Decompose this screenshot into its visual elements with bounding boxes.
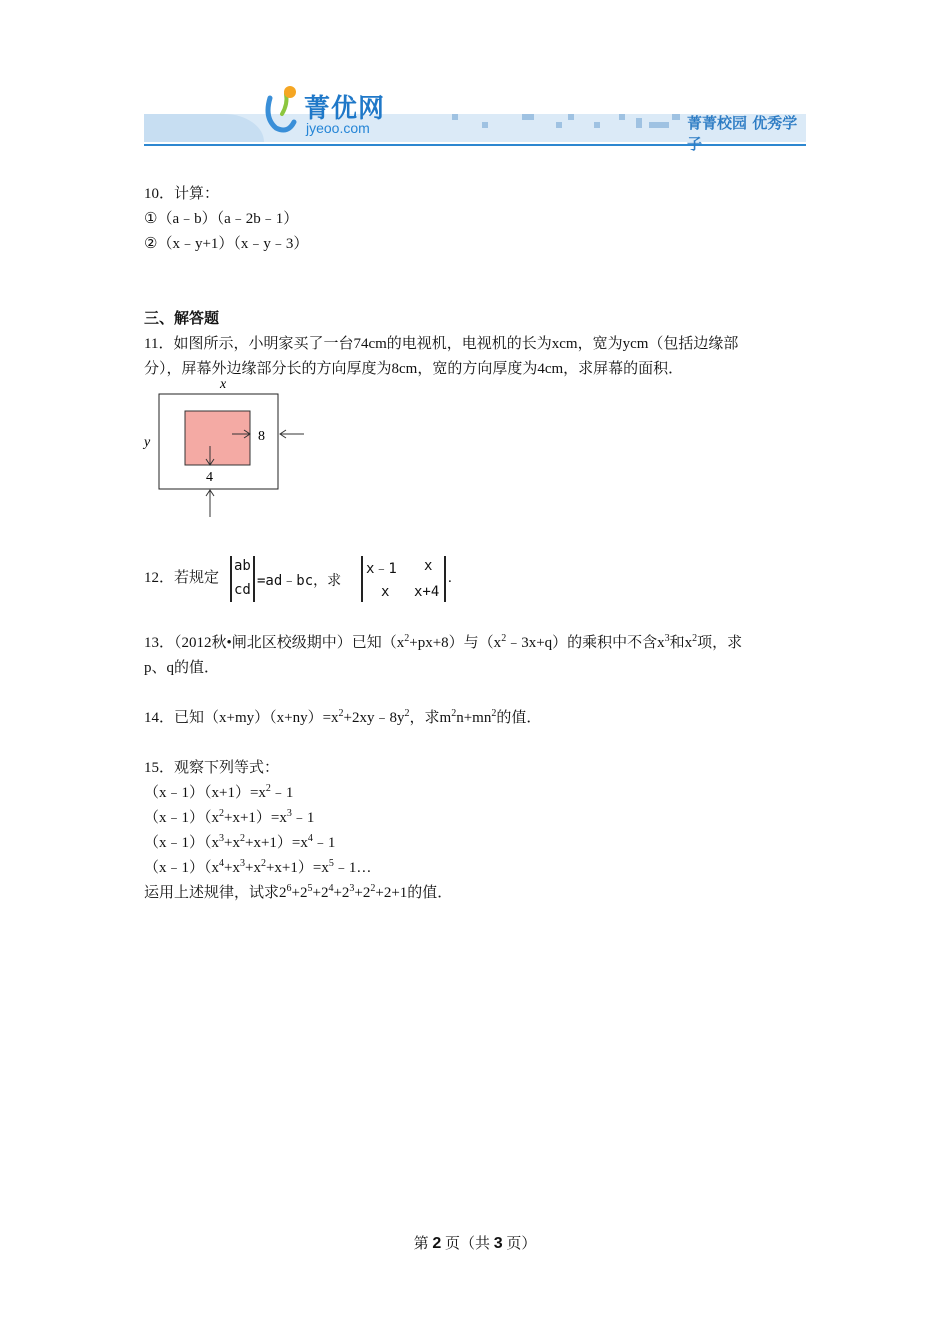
q15-row1: $(x﹣1)(x+1)=x^2﹣1$ (144, 783, 294, 801)
logo-icon (262, 84, 302, 136)
page-footer: 第 2 页（共 3 页） (413, 1235, 537, 1252)
q12-prefix: 12．若规定 (144, 570, 220, 586)
q13-line2: p、q的值． (144, 660, 220, 676)
decorative-squares (444, 112, 684, 132)
fig-label-4: 4 (206, 470, 213, 485)
header-slogan: 菁菁校园 优秀学子 (687, 114, 798, 153)
page-number: 2 (432, 1235, 442, 1252)
page-header (144, 78, 806, 153)
det1-left-bar (230, 556, 232, 602)
det2-bottom-right: x+4 (414, 584, 440, 600)
q13-line1: 13．（2012秋•闸北区校级期中）已知$(x^2+px+8)$与$(x^2﹣3x+q)$的乘积中不含$x^3$和$x^2$项，求 (144, 633, 743, 651)
det2-left-bar (361, 556, 363, 602)
fig-label-y: y (144, 435, 151, 450)
q11-line1: 11．如图所示，小明家买了一台74cm的电视机，电视机的长为xcm，宽为ycm（包括边缘部 (144, 336, 739, 352)
header-curve (144, 114, 264, 142)
det2-top-right: x (424, 558, 433, 574)
q15-row4: $(x﹣1)(x^4+x^3+x^2+x+1)=x^5﹣1\dots$ (144, 858, 372, 876)
det2-top-left: x﹣1 (366, 561, 397, 577)
q10-title: 10．计算： (144, 186, 220, 202)
tv-figure (142, 378, 312, 523)
det1-right-bar (253, 556, 255, 602)
q12-equation: =ad﹣bc，求 (257, 573, 342, 589)
q15-question: 运用上述规律，试求$2^6+2^5+2^4+2^3+2^2+2+1$的值． (144, 883, 453, 901)
det1-row2: cd (234, 582, 251, 598)
logo-domain: jyeoo.com (306, 120, 370, 136)
det2-right-bar (444, 556, 446, 602)
tv-screen (185, 411, 250, 465)
q10-part2: ②（x﹣y+1）（x﹣y﹣3） (144, 236, 309, 252)
fig-label-8: 8 (258, 429, 265, 444)
logo-text: 菁优网 (304, 94, 386, 124)
section-heading: 三、解答题 (144, 311, 220, 327)
q10-part1: ①（a﹣b）（a﹣2b﹣1） (144, 211, 299, 227)
q15-title: 15．观察下列等式： (144, 760, 280, 776)
q15-row2: $(x﹣1)(x^2+x+1)=x^3﹣1$ (144, 808, 315, 826)
q15-row3: $(x﹣1)(x^3+x^2+x+1)=x^4﹣1$ (144, 833, 336, 851)
q14-line: 14．已知$(x+my)(x+ny)=x^2+2xy﹣8y^2$，求$m^2n+mn^2$的值． (144, 708, 542, 726)
fig-label-x: x (220, 378, 227, 392)
page-total: 3 (493, 1235, 503, 1252)
det2-bottom-left: x (381, 584, 390, 600)
det1-row1: ab (234, 558, 251, 574)
q12-end: . (448, 570, 452, 586)
q11-line2: 分），屏幕外边缘部分长的方向厚度为8cm，宽的方向厚度为4cm，求屏幕的面积． (144, 361, 684, 377)
